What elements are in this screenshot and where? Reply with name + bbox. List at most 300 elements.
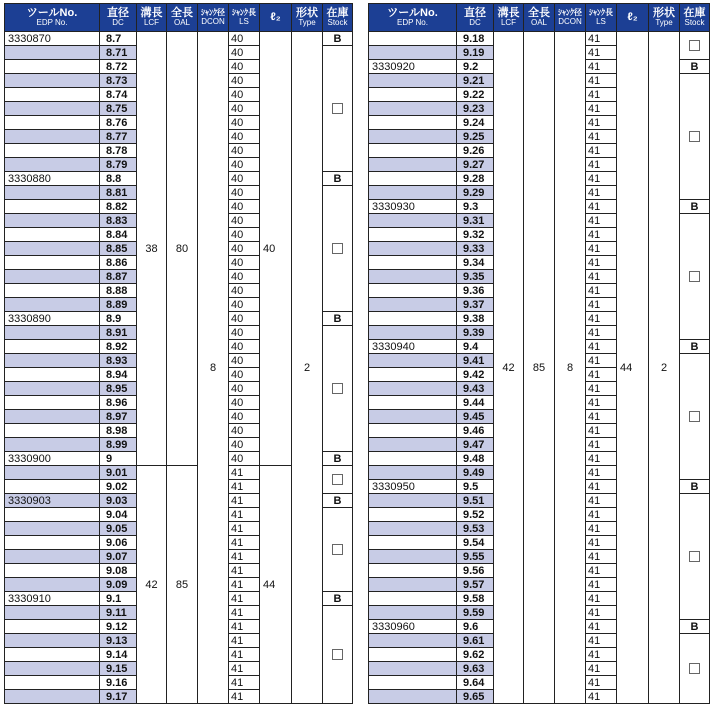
ls-cell: 40 <box>229 270 260 284</box>
ls-cell: 41 <box>229 466 260 480</box>
ls-cell: 41 <box>586 144 617 158</box>
dc-cell: 8.99 <box>100 438 137 452</box>
edp-cell <box>369 228 457 242</box>
dc-cell: 9.08 <box>100 564 137 578</box>
edp-cell <box>369 284 457 298</box>
dc-cell: 9.19 <box>457 46 494 60</box>
ls-cell: 40 <box>229 32 260 46</box>
ls-cell: 41 <box>229 620 260 634</box>
dc-cell: 9.39 <box>457 326 494 340</box>
ls-cell: 41 <box>229 676 260 690</box>
ls-cell: 41 <box>229 606 260 620</box>
edp-cell <box>369 130 457 144</box>
ls-cell: 40 <box>229 382 260 396</box>
ls-cell: 40 <box>229 60 260 74</box>
dc-cell: 8.76 <box>100 116 137 130</box>
stock-checkbox-cell <box>680 74 710 200</box>
oal-cell: 85 <box>167 466 198 704</box>
ls-cell: 41 <box>229 690 260 704</box>
ls-cell: 41 <box>229 480 260 494</box>
stock-checkbox-cell <box>680 354 710 480</box>
header-ls-sublabel: LS <box>239 16 249 26</box>
ls-cell: 41 <box>229 522 260 536</box>
header-edp <box>369 4 457 32</box>
oal-cell: 85 <box>524 32 555 704</box>
dc-cell: 9.28 <box>457 172 494 186</box>
edp-cell <box>5 648 100 662</box>
dc-cell: 9.2 <box>457 60 494 74</box>
header-edp-sublabel: EDP No. <box>397 18 428 28</box>
ls-cell: 40 <box>229 410 260 424</box>
dc-cell: 9.45 <box>457 410 494 424</box>
header-ls-sublabel: LS <box>596 16 606 26</box>
edp-cell <box>369 46 457 60</box>
ls-cell: 40 <box>229 284 260 298</box>
l2-cell: 40 <box>260 32 292 466</box>
dcon-cell: 8 <box>555 32 586 704</box>
dc-cell: 8.77 <box>100 130 137 144</box>
ls-cell: 41 <box>586 340 617 354</box>
dc-cell: 9.06 <box>100 536 137 550</box>
dc-cell: 8.79 <box>100 158 137 172</box>
dc-cell: 9.15 <box>100 662 137 676</box>
edp-cell <box>369 256 457 270</box>
stock-badge: B <box>323 592 353 606</box>
header-ls-label: ｼｬﾝｸ長 <box>589 8 613 18</box>
ls-cell: 41 <box>586 88 617 102</box>
edp-cell <box>5 508 100 522</box>
dc-cell: 9.49 <box>457 466 494 480</box>
header-dc <box>100 4 137 32</box>
ls-cell: 41 <box>229 494 260 508</box>
ls-cell: 40 <box>229 214 260 228</box>
dc-cell: 8.91 <box>100 326 137 340</box>
edp-cell <box>369 690 457 704</box>
dc-cell: 9.63 <box>457 662 494 676</box>
edp-cell: 3330960 <box>369 620 457 634</box>
dc-cell: 9.25 <box>457 130 494 144</box>
edp-cell <box>369 32 457 46</box>
stock-checkbox-cell <box>680 634 710 704</box>
edp-cell <box>5 480 100 494</box>
edp-cell <box>5 438 100 452</box>
ls-cell: 41 <box>586 494 617 508</box>
stock-checkbox-cell <box>323 606 353 704</box>
dc-cell: 9.38 <box>457 312 494 326</box>
edp-cell <box>369 144 457 158</box>
ls-cell: 41 <box>586 382 617 396</box>
edp-cell <box>369 326 457 340</box>
ls-cell: 41 <box>229 592 260 606</box>
type-cell: 2 <box>292 32 323 704</box>
edp-cell <box>369 564 457 578</box>
checkbox-icon <box>332 103 343 114</box>
spec-table-left <box>4 3 353 704</box>
edp-cell <box>369 536 457 550</box>
dc-cell: 9.21 <box>457 74 494 88</box>
edp-cell <box>5 606 100 620</box>
header-dc-sublabel: DC <box>469 18 481 28</box>
ls-cell: 40 <box>229 116 260 130</box>
edp-cell <box>369 424 457 438</box>
dc-cell: 9.47 <box>457 438 494 452</box>
ls-cell: 41 <box>586 228 617 242</box>
dc-cell: 9.56 <box>457 564 494 578</box>
header-l2-label: ℓ₂ <box>627 10 638 23</box>
edp-cell: 3330890 <box>5 312 100 326</box>
dc-cell: 9.42 <box>457 368 494 382</box>
edp-cell: 3330880 <box>5 172 100 186</box>
dc-cell: 9.44 <box>457 396 494 410</box>
dc-cell: 8.83 <box>100 214 137 228</box>
dc-cell: 9.04 <box>100 508 137 522</box>
ls-cell: 41 <box>586 32 617 46</box>
header-edp-label: ツールNo. <box>26 6 78 19</box>
stock-badge: B <box>323 452 353 466</box>
ls-cell: 41 <box>586 550 617 564</box>
edp-cell <box>369 606 457 620</box>
edp-cell: 3330930 <box>369 200 457 214</box>
header-lcf-sublabel: LCF <box>500 18 517 28</box>
dc-cell: 9.26 <box>457 144 494 158</box>
dc-cell: 8.93 <box>100 354 137 368</box>
dc-cell: 9.34 <box>457 256 494 270</box>
dc-cell: 9.51 <box>457 494 494 508</box>
edp-cell <box>369 214 457 228</box>
edp-cell <box>369 648 457 662</box>
ls-cell: 41 <box>586 102 617 116</box>
dc-cell: 8.84 <box>100 228 137 242</box>
ls-cell: 41 <box>586 214 617 228</box>
spec-table-right <box>368 3 710 704</box>
dc-cell: 9.52 <box>457 508 494 522</box>
header-ls-label: ｼｬﾝｸ長 <box>232 8 256 18</box>
dc-cell: 8.96 <box>100 396 137 410</box>
dc-cell: 8.73 <box>100 74 137 88</box>
header-edp <box>5 4 100 32</box>
edp-cell <box>5 186 100 200</box>
edp-cell <box>369 312 457 326</box>
dc-cell: 8.85 <box>100 242 137 256</box>
ls-cell: 41 <box>586 606 617 620</box>
dc-cell: 8.81 <box>100 186 137 200</box>
ls-cell: 41 <box>586 592 617 606</box>
edp-cell <box>5 676 100 690</box>
header-lcf <box>494 4 524 32</box>
dcon-cell: 8 <box>198 32 229 704</box>
ls-cell: 40 <box>229 130 260 144</box>
edp-cell <box>5 522 100 536</box>
header-dc-label: 直径 <box>107 6 129 19</box>
dc-cell: 9.01 <box>100 466 137 480</box>
edp-cell: 3330903 <box>5 494 100 508</box>
ls-cell: 41 <box>586 312 617 326</box>
dc-cell: 9.57 <box>457 578 494 592</box>
dc-cell: 9.23 <box>457 102 494 116</box>
header-stock <box>680 4 710 32</box>
edp-cell <box>5 228 100 242</box>
ls-cell: 41 <box>229 536 260 550</box>
edp-cell <box>5 144 100 158</box>
edp-cell: 3330910 <box>5 592 100 606</box>
edp-cell <box>5 88 100 102</box>
ls-cell: 41 <box>586 452 617 466</box>
dc-cell: 9.13 <box>100 634 137 648</box>
dc-cell: 9.22 <box>457 88 494 102</box>
stock-badge: B <box>680 480 710 494</box>
checkbox-icon <box>689 271 700 282</box>
dc-cell: 8.72 <box>100 60 137 74</box>
dc-cell: 9.53 <box>457 522 494 536</box>
ls-cell: 41 <box>586 74 617 88</box>
edp-cell <box>369 578 457 592</box>
header-lcf <box>137 4 167 32</box>
ls-cell: 40 <box>229 158 260 172</box>
edp-cell <box>369 270 457 284</box>
ls-cell: 41 <box>229 648 260 662</box>
ls-cell: 41 <box>586 130 617 144</box>
ls-cell: 41 <box>586 298 617 312</box>
edp-cell <box>5 410 100 424</box>
lcf-cell: 42 <box>137 466 167 704</box>
dc-cell: 9.1 <box>100 592 137 606</box>
ls-cell: 41 <box>586 480 617 494</box>
header-lcf-sublabel: LCF <box>143 18 160 28</box>
dc-cell: 9.09 <box>100 578 137 592</box>
stock-checkbox-cell <box>680 214 710 340</box>
dc-cell: 9 <box>100 452 137 466</box>
stock-checkbox-cell <box>323 326 353 452</box>
stock-checkbox-cell <box>323 508 353 592</box>
ls-cell: 40 <box>229 438 260 452</box>
stock-badge: B <box>680 200 710 214</box>
dc-cell: 8.78 <box>100 144 137 158</box>
header-dc-label: 直径 <box>464 6 486 19</box>
dc-cell: 9.05 <box>100 522 137 536</box>
ls-cell: 41 <box>586 662 617 676</box>
ls-cell: 41 <box>229 564 260 578</box>
edp-cell <box>5 466 100 480</box>
dc-cell: 8.9 <box>100 312 137 326</box>
ls-cell: 40 <box>229 424 260 438</box>
stock-badge: B <box>680 620 710 634</box>
dc-cell: 8.8 <box>100 172 137 186</box>
edp-cell <box>369 508 457 522</box>
header-type-sublabel: Type <box>655 18 673 28</box>
dc-cell: 9.4 <box>457 340 494 354</box>
edp-cell <box>5 298 100 312</box>
dc-cell: 9.31 <box>457 214 494 228</box>
edp-cell: 3330950 <box>369 480 457 494</box>
ls-cell: 40 <box>229 256 260 270</box>
dc-cell: 8.71 <box>100 46 137 60</box>
ls-cell: 40 <box>229 312 260 326</box>
ls-cell: 40 <box>229 46 260 60</box>
edp-cell <box>369 438 457 452</box>
edp-cell <box>5 382 100 396</box>
table-row <box>369 32 710 46</box>
checkbox-icon <box>332 383 343 394</box>
header-dc-sublabel: DC <box>112 18 124 28</box>
ls-cell: 41 <box>586 536 617 550</box>
type-cell: 2 <box>649 32 680 704</box>
ls-cell: 41 <box>586 60 617 74</box>
dc-cell: 8.87 <box>100 270 137 284</box>
edp-cell: 3330900 <box>5 452 100 466</box>
dc-cell: 9.29 <box>457 186 494 200</box>
ls-cell: 41 <box>586 578 617 592</box>
checkbox-icon <box>689 663 700 674</box>
ls-cell: 41 <box>586 200 617 214</box>
dc-cell: 9.02 <box>100 480 137 494</box>
edp-cell <box>369 634 457 648</box>
header-dcon-label: ｼｬﾝｸ径 <box>558 8 582 18</box>
header-edp-sublabel: EDP No. <box>36 18 68 28</box>
ls-cell: 41 <box>586 690 617 704</box>
header-oal-label: 全長 <box>528 6 550 19</box>
edp-cell: 3330920 <box>369 60 457 74</box>
header-stock-sublabel: Stock <box>327 18 348 28</box>
ls-cell: 41 <box>586 466 617 480</box>
edp-cell <box>5 116 100 130</box>
edp-cell <box>5 536 100 550</box>
dc-cell: 9.6 <box>457 620 494 634</box>
edp-cell <box>369 592 457 606</box>
ls-cell: 41 <box>229 508 260 522</box>
edp-cell <box>5 424 100 438</box>
stock-badge: B <box>680 60 710 74</box>
header-dcon-label: ｼｬﾝｸ径 <box>201 8 225 18</box>
header-stock-sublabel: Stock <box>684 18 705 28</box>
edp-cell <box>5 270 100 284</box>
dc-cell: 9.48 <box>457 452 494 466</box>
dc-cell: 9.36 <box>457 284 494 298</box>
header-lcf-label: 溝長 <box>140 6 163 19</box>
edp-cell <box>5 354 100 368</box>
header-oal <box>167 4 198 32</box>
edp-cell <box>5 102 100 116</box>
header-type <box>292 4 323 32</box>
header-oal-label: 全長 <box>171 6 193 19</box>
checkbox-icon <box>689 40 700 51</box>
edp-cell <box>369 396 457 410</box>
ls-cell: 41 <box>586 368 617 382</box>
dc-cell: 9.62 <box>457 648 494 662</box>
header-type-label: 形状 <box>296 6 318 19</box>
edp-cell <box>369 550 457 564</box>
ls-cell: 41 <box>586 410 617 424</box>
ls-cell: 41 <box>586 676 617 690</box>
edp-cell <box>369 172 457 186</box>
dc-cell: 9.43 <box>457 382 494 396</box>
dc-cell: 9.41 <box>457 354 494 368</box>
header-ls <box>586 4 617 32</box>
ls-cell: 40 <box>229 354 260 368</box>
ls-cell: 41 <box>586 620 617 634</box>
header-stock-label: 在庫 <box>326 6 349 19</box>
ls-cell: 40 <box>229 88 260 102</box>
dc-cell: 9.32 <box>457 228 494 242</box>
dc-cell: 8.82 <box>100 200 137 214</box>
header-type <box>649 4 680 32</box>
dc-cell: 9.59 <box>457 606 494 620</box>
edp-cell <box>5 690 100 704</box>
stock-checkbox-cell <box>323 466 353 494</box>
checkbox-icon <box>332 243 343 254</box>
ls-cell: 41 <box>586 634 617 648</box>
edp-cell <box>5 396 100 410</box>
ls-cell: 41 <box>586 424 617 438</box>
dc-cell: 8.94 <box>100 368 137 382</box>
header-dcon-sublabel: DCON <box>201 16 225 26</box>
lcf-cell: 42 <box>494 32 524 704</box>
stock-checkbox-cell <box>323 46 353 172</box>
dc-cell: 9.07 <box>100 550 137 564</box>
edp-cell <box>369 74 457 88</box>
stock-badge: B <box>323 494 353 508</box>
header-stock <box>323 4 353 32</box>
ls-cell: 40 <box>229 452 260 466</box>
ls-cell: 40 <box>229 326 260 340</box>
edp-cell <box>5 634 100 648</box>
header-dcon <box>555 4 586 32</box>
ls-cell: 41 <box>586 158 617 172</box>
dc-cell: 8.88 <box>100 284 137 298</box>
edp-cell <box>369 242 457 256</box>
dc-cell: 9.27 <box>457 158 494 172</box>
edp-cell <box>369 88 457 102</box>
ls-cell: 41 <box>586 648 617 662</box>
ls-cell: 41 <box>586 438 617 452</box>
ls-cell: 40 <box>229 186 260 200</box>
checkbox-icon <box>689 131 700 142</box>
ls-cell: 41 <box>586 564 617 578</box>
edp-cell <box>369 662 457 676</box>
ls-cell: 41 <box>586 172 617 186</box>
dc-cell: 8.86 <box>100 256 137 270</box>
edp-cell <box>5 242 100 256</box>
stock-badge: B <box>680 340 710 354</box>
dc-cell: 8.98 <box>100 424 137 438</box>
header-edp-label: ツールNo. <box>387 6 438 19</box>
header-dcon <box>198 4 229 32</box>
ls-cell: 41 <box>586 270 617 284</box>
checkbox-icon <box>689 411 700 422</box>
ls-cell: 41 <box>229 550 260 564</box>
dc-cell: 9.58 <box>457 592 494 606</box>
stock-checkbox-cell <box>323 186 353 312</box>
ls-cell: 41 <box>229 662 260 676</box>
dc-cell: 9.12 <box>100 620 137 634</box>
edp-cell <box>5 60 100 74</box>
edp-cell <box>369 452 457 466</box>
ls-cell: 40 <box>229 340 260 354</box>
edp-cell: 3330940 <box>369 340 457 354</box>
dc-cell: 9.03 <box>100 494 137 508</box>
edp-cell: 3330870 <box>5 32 100 46</box>
edp-cell <box>369 102 457 116</box>
checkbox-icon <box>332 649 343 660</box>
edp-cell <box>5 326 100 340</box>
edp-cell <box>5 550 100 564</box>
stock-badge: B <box>323 32 353 46</box>
edp-cell <box>369 116 457 130</box>
ls-cell: 41 <box>586 256 617 270</box>
dc-cell: 9.33 <box>457 242 494 256</box>
header-oal-sublabel: OAL <box>173 18 190 28</box>
ls-cell: 41 <box>586 46 617 60</box>
edp-cell <box>369 676 457 690</box>
